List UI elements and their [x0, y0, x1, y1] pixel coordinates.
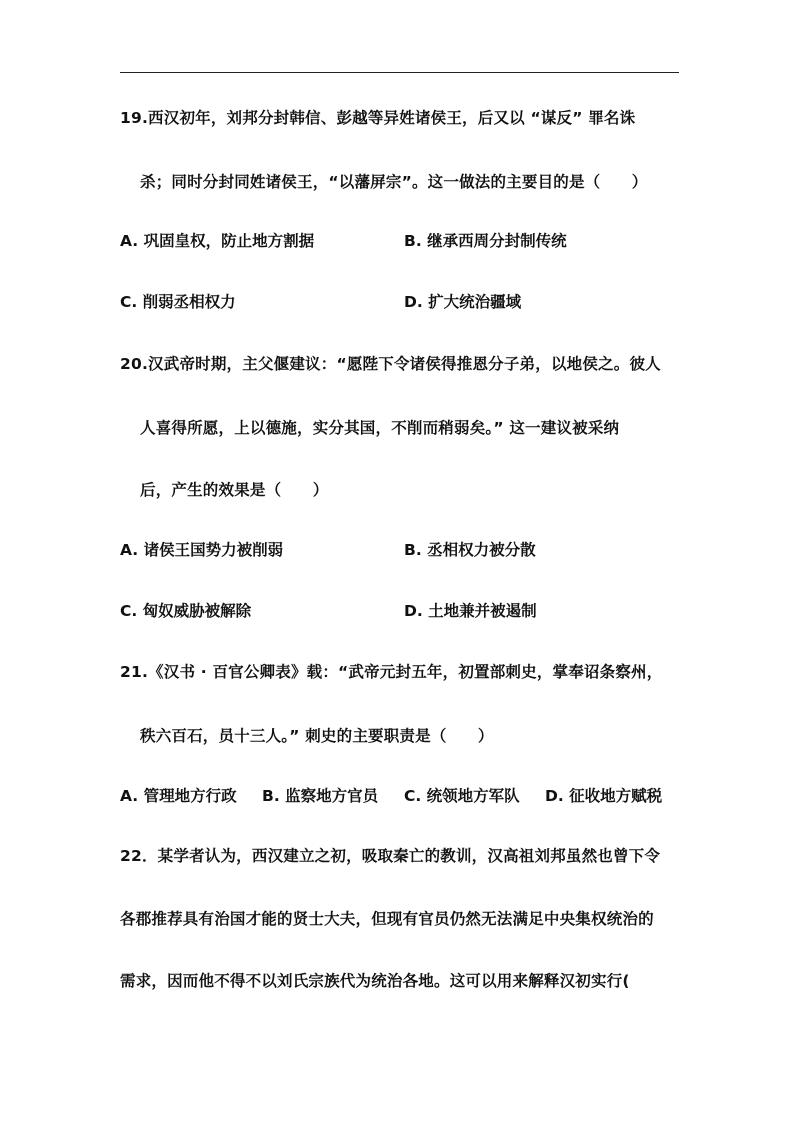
- q20-option-c[interactable]: C. 匈奴威胁被解除: [120, 602, 252, 620]
- q20-stem-line-3: 后，产生的效果是（ ）: [140, 481, 329, 499]
- q21-option-c[interactable]: C. 统领地方军队: [404, 787, 520, 805]
- q22-stem-line-1: 22．某学者认为，西汉建立之初，吸取秦亡的教训，汉高祖刘邦虽然也曾下令: [120, 847, 661, 865]
- q20-stem-line-2: 人喜得所愿，上以德施，实分其国，不削而稍弱矣。” 这一建议被采纳: [140, 419, 620, 437]
- q22-stem-line-2: 各郡推荐具有治国才能的贤士大夫，但现有官员仍然无法满足中央集权统治的: [120, 910, 654, 928]
- q19-option-b[interactable]: B. 继承西周分封制传统: [404, 232, 567, 250]
- q21-option-a[interactable]: A. 管理地方行政: [120, 787, 237, 805]
- q21-option-d[interactable]: D. 征收地方赋税: [545, 787, 663, 805]
- q19-option-a[interactable]: A. 巩固皇权，防止地方割据: [120, 232, 315, 250]
- header-rule: [120, 72, 679, 73]
- q20-option-a[interactable]: A. 诸侯王国势力被削弱: [120, 541, 284, 559]
- q21-stem-line-1: 21.《汉书 · 百官公卿表》载：“武帝元封五年，初置部刺史，掌奉诏条察州，: [120, 663, 663, 681]
- q19-stem-line-1: 19.西汉初年，刘邦分封韩信、彭越等异姓诸侯王，后又以 “谋反” 罪名诛: [120, 109, 636, 127]
- q21-option-b[interactable]: B. 监察地方官员: [262, 787, 379, 805]
- q19-option-c[interactable]: C. 削弱丞相权力: [120, 293, 236, 311]
- q19-option-d[interactable]: D. 扩大统治疆域: [404, 293, 522, 311]
- q20-option-b[interactable]: B. 丞相权力被分散: [404, 541, 536, 559]
- q22-stem-line-3: 需求，因而他不得不以刘氏宗族代为统治各地。这可以用来解释汉初实行(: [120, 972, 630, 990]
- q19-stem-line-2: 杀；同时分封同姓诸侯王，“以藩屏宗”。这一做法的主要目的是（ ）: [140, 173, 648, 191]
- q20-option-d[interactable]: D. 土地兼并被遏制: [404, 602, 537, 620]
- q20-stem-line-1: 20.汉武帝时期，主父偃建议：“愿陛下令诸侯得推恩分子弟，以地侯之。彼人: [120, 355, 661, 373]
- q21-stem-line-2: 秩六百石，员十三人。” 刺史的主要职责是（ ）: [140, 727, 494, 745]
